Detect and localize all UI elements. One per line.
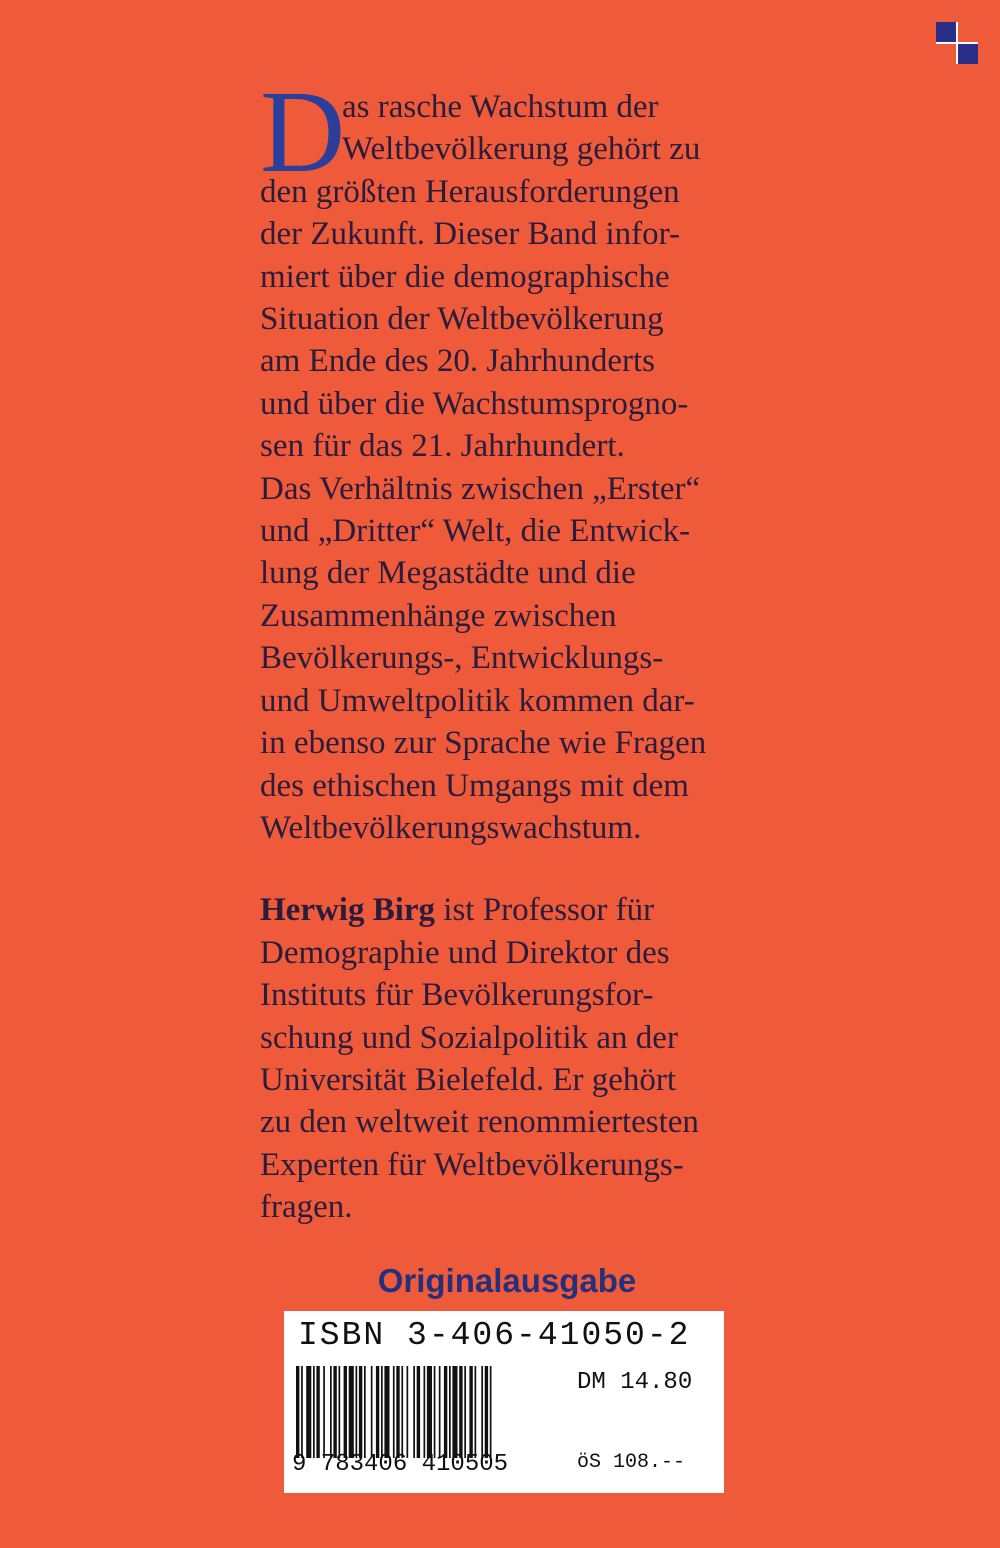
barcode-bar — [396, 1366, 399, 1458]
blurb-line: as rasche Wachstum der — [342, 89, 659, 125]
barcode-bar — [424, 1366, 426, 1458]
author-line: Experten für Weltbevölkerungs- — [260, 1146, 684, 1183]
author-line: Demographie und Direktor des — [260, 934, 670, 971]
logo-square-bottom-left — [936, 44, 956, 64]
blurb-line: und über die Wachstumsprogno- — [260, 385, 689, 422]
barcode-bar — [464, 1366, 466, 1458]
barcode-bar — [333, 1366, 336, 1458]
barcode-bar — [364, 1366, 366, 1458]
barcode-bar — [417, 1366, 420, 1458]
blurb-line: Weltbevölkerungswachstum. — [260, 809, 642, 846]
barcode-bar — [371, 1366, 373, 1458]
author-line — [260, 889, 760, 931]
blurb-text — [260, 66, 760, 1229]
edition-label: Originalausgabe — [377, 1262, 637, 1299]
barcode-bar — [339, 1366, 341, 1458]
logo-square-top-left — [936, 22, 956, 42]
barcode-bar — [393, 1366, 395, 1458]
barcode-bar — [356, 1366, 358, 1458]
barcode-bar — [439, 1366, 441, 1458]
blurb-line: Zusammenhänge zwischen — [260, 597, 617, 634]
paragraph-gap — [260, 849, 760, 889]
blurb-line: in ebenso zur Sprache wie Fragen — [260, 725, 707, 762]
barcode-bar — [344, 1366, 347, 1458]
barcode-bar — [427, 1366, 432, 1458]
barcode-bar — [349, 1366, 354, 1458]
barcode-bar — [485, 1366, 488, 1458]
barcode-bar — [449, 1366, 451, 1458]
price-os: öS 108.-- — [577, 1451, 686, 1474]
barcode — [292, 1366, 572, 1458]
barcode-bar — [316, 1366, 319, 1458]
blurb-line: Das Verhältnis zwischen „Erster“ — [260, 470, 701, 507]
logo-square-top-right — [958, 22, 978, 42]
barcode-bar — [301, 1366, 303, 1458]
blurb-line: lung der Megastädte und die — [260, 555, 636, 592]
blurb-line: Situation der Weltbevölkerung — [260, 301, 664, 338]
barcode-bar — [452, 1366, 457, 1458]
barcode-bar — [384, 1366, 389, 1458]
author-line: zu den weltweit renommiertesten — [260, 1104, 699, 1141]
author-line: fragen. — [260, 1189, 353, 1226]
isbn-text: ISBN 3-406-41050-2 — [298, 1317, 691, 1354]
author-line: schung und Sozialpolitik an der — [260, 1019, 678, 1056]
author-line: Instituts für Bevölkerungsfor- — [260, 977, 654, 1014]
barcode-bar — [490, 1366, 492, 1458]
logo-square-bottom-right — [958, 44, 978, 64]
blurb-line: sen für das 21. Jahrhundert. — [260, 428, 625, 465]
barcode-bar — [330, 1366, 332, 1458]
barcode-bar — [296, 1366, 299, 1458]
barcode-bar — [434, 1366, 436, 1458]
barcode-bar — [381, 1366, 383, 1458]
author-line: Universität Bielefeld. Er gehört — [260, 1061, 677, 1098]
blurb-line: und Umweltpolitik kommen dar- — [260, 682, 695, 719]
barcode-bar — [459, 1366, 462, 1458]
blurb-line: des ethischen Umgangs mit dem — [260, 767, 689, 804]
barcode-bar — [359, 1366, 362, 1458]
publisher-logo — [936, 22, 978, 64]
barcode-bar — [469, 1366, 472, 1458]
barcode-bar — [444, 1366, 447, 1458]
barcode-digits: 9 783406 410505 — [292, 1451, 509, 1478]
barcode-bar — [413, 1366, 415, 1458]
price-dm: DM 14.80 — [577, 1369, 693, 1396]
blurb-line: miert über die demographische — [260, 258, 670, 295]
barcode-bar — [475, 1366, 477, 1458]
barcode-bar — [313, 1366, 315, 1458]
author-line-rest: ist Professor für — [435, 892, 655, 929]
blurb-line: Weltbevölkerung gehört zu — [342, 131, 701, 168]
blurb-line: den größten Herausforderungen — [260, 173, 680, 210]
barcode-bar — [376, 1366, 379, 1458]
barcode-bar — [407, 1366, 409, 1458]
blurb-line: und „Dritter“ Welt, die Entwick- — [260, 513, 691, 550]
isbn-label — [284, 1311, 724, 1493]
barcode-bar — [481, 1366, 483, 1458]
author-name: Herwig Birg — [260, 892, 436, 929]
drop-cap: D — [260, 66, 346, 197]
barcode-bar — [306, 1366, 311, 1458]
barcode-bar — [401, 1366, 403, 1458]
blurb-line: Bevölkerungs-, Entwicklungs- — [260, 640, 664, 677]
barcode-bar — [323, 1366, 325, 1458]
blurb-line: der Zukunft. Dieser Band infor- — [260, 216, 680, 253]
blurb-line: am Ende des 20. Jahrhunderts — [260, 343, 655, 380]
